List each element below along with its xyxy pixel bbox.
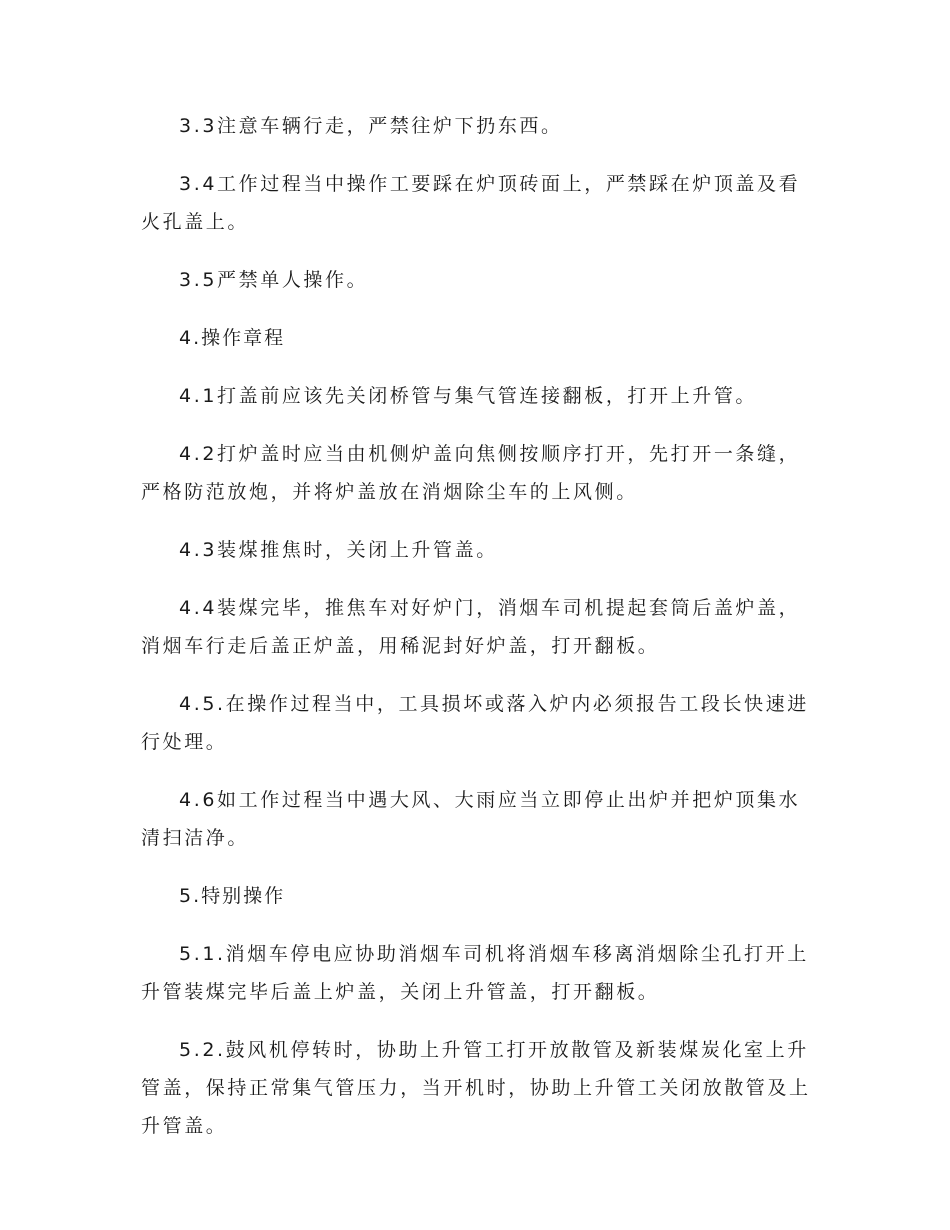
document-body xyxy=(141,107,813,1165)
paragraph-3-5: 3.5严禁单人操作。 xyxy=(179,269,369,291)
section-heading-4: 4.操作章程 xyxy=(179,327,286,349)
paragraph-4-5: 4.5.在操作过程当中，工具损坏或落入炉内必须报告工段长快速进行处理。 xyxy=(141,693,809,753)
paragraph-5-2: 5.2.鼓风机停转时，协助上升管工打开放散管及新装煤炭化室上升管盖，保持正常集气管压力，当开机时，协助上升管工关闭放散管及上升管盖。 xyxy=(141,1039,811,1137)
paragraph-3-3: 3.3注意车辆行走，严禁往炉下扔东西。 xyxy=(179,115,563,137)
section-heading-5: 5.特别操作 xyxy=(179,885,286,907)
paragraph-4-3: 4.3装煤推焦时，关闭上升管盖。 xyxy=(179,539,498,561)
paragraph-5-1: 5.1.消烟车停电应协助消烟车司机将消烟车移离消烟除尘孔打开上升管装煤完毕后盖上炉盖，关闭上升管盖，打开翻板。 xyxy=(141,943,809,1003)
paragraph-4-4: 4.4装煤完毕，推焦车对好炉门，消烟车司机提起套筒后盖炉盖，消烟车行走后盖正炉盖，用稀泥封好炉盖，打开翻板。 xyxy=(141,597,801,657)
paragraph-3-4: 3.4工作过程当中操作工要踩在炉顶砖面上，严禁踩在炉顶盖及看火孔盖上。 xyxy=(141,173,801,233)
paragraph-4-2: 4.2打炉盖时应当由机侧炉盖向焦侧按顺序打开，先打开一条缝，严格防范放炮，并将炉盖放在消烟除尘车的上风侧。 xyxy=(141,443,801,503)
paragraph-4-6: 4.6如工作过程当中遇大风、大雨应当立即停止出炉并把炉顶集水清扫洁净。 xyxy=(141,789,801,849)
paragraph-4-1: 4.1打盖前应该先关闭桥管与集气管连接翻板，打开上升管。 xyxy=(179,385,758,407)
